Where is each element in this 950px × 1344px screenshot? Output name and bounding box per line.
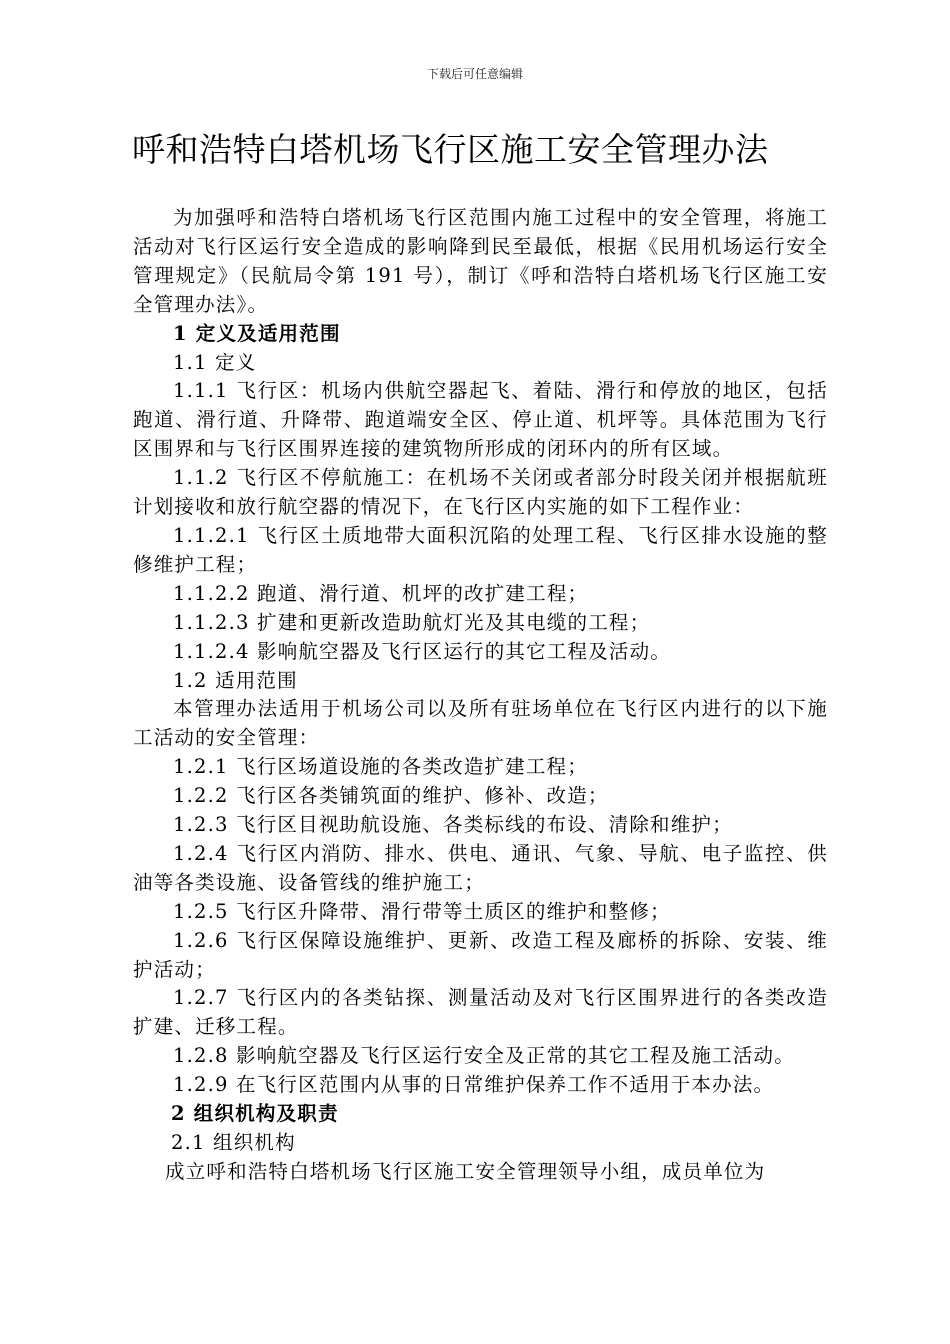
section-2-heading: 2 组织机构及职责 xyxy=(171,1102,339,1126)
clause-1-1-2-1: 1.1.2.1 飞行区土质地带大面积沉陷的处理工程、飞行区排水设施的整修维护工程； xyxy=(133,523,828,576)
clause-1-2-3: 1.2.3 飞行区目视助航设施、各类标线的布设、清除和维护； xyxy=(173,813,733,837)
section-1-heading: 1 定义及适用范围 xyxy=(173,321,341,345)
clause-1-1-2-3: 1.1.2.3 扩建和更新改造助航灯光及其电缆的工程； xyxy=(173,610,651,634)
clause-1-2-2: 1.2.2 飞行区各类铺筑面的维护、修补、改造； xyxy=(173,784,609,808)
clause-1-2-4: 1.2.4 飞行区内消防、排水、供电、通讯、气象、导航、电子监控、供油等各类设施、设备管线的维护施工； xyxy=(133,841,828,894)
section-2-1-heading: 2.1 组织机构 xyxy=(171,1131,296,1154)
clause-1-2-5: 1.2.5 飞行区升降带、滑行带等土质区的维护和整修； xyxy=(173,899,671,923)
clause-1-2-6: 1.2.6 飞行区保障设施维护、更新、改造工程及廊桥的拆除、安装、维护活动； xyxy=(133,928,828,981)
section-1-2-heading: 1.2 适用范围 xyxy=(173,668,298,692)
clause-1-2-1: 1.2.1 飞行区场道设施的各类改造扩建工程； xyxy=(173,755,588,779)
scope-intro: 本管理办法适用于机场公司以及所有驻场单位在飞行区内进行的以下施工活动的安全管理： xyxy=(133,697,828,750)
document-title: 呼和浩特白塔机场飞行区施工安全管理办法 xyxy=(132,130,769,169)
clause-1-2-9: 1.2.9 在飞行区范围内从事的日常维护保养工作不适用于本办法。 xyxy=(173,1073,775,1097)
document-body xyxy=(133,204,828,1187)
header-note: 下载后可任意编辑 xyxy=(426,67,523,81)
clause-1-1-2-4: 1.1.2.4 影响航空器及飞行区运行的其它工程及活动。 xyxy=(173,639,672,663)
section-1-1-heading: 1.1 定义 xyxy=(173,350,257,374)
clause-1-1-2: 1.1.2 飞行区不停航施工：在机场不关闭或者部分时段关闭并根据航班计划接收和放行航空器的情况下，在飞行区内实施的如下工程作业： xyxy=(133,466,828,519)
clause-1-1-2-2: 1.1.2.2 跑道、滑行道、机坪的改扩建工程； xyxy=(173,581,589,605)
clause-1-2-7: 1.2.7 飞行区内的各类钻探、测量活动及对飞行区围界进行的各类改造扩建、迁移工程。 xyxy=(133,986,828,1039)
intro-paragraph: 为加强呼和浩特白塔机场飞行区范围内施工过程中的安全管理，将施工活动对飞行区运行安全造成的影响降到民至最低，根据《民用机场运行安全管理规定》（民航局令第 191 号），制订《呼和浩特白塔机场飞行区施工安全管理办法》。 xyxy=(133,206,828,316)
clause-1-1-1: 1.1.1 飞行区：机场内供航空器起飞、着陆、滑行和停放的地区，包括跑道、滑行道、升降带、跑道端安全区、停止道、机坪等。具体范围为飞行区围界和与飞行区围界连接的建筑物所形成的闭环内的所有区域。 xyxy=(133,379,828,461)
section-2-1-text: 成立呼和浩特白塔机场飞行区施工安全管理领导小组，成员单位为 xyxy=(165,1159,766,1183)
clause-1-2-8: 1.2.8 影响航空器及飞行区运行安全及正常的其它工程及施工活动。 xyxy=(173,1044,795,1068)
